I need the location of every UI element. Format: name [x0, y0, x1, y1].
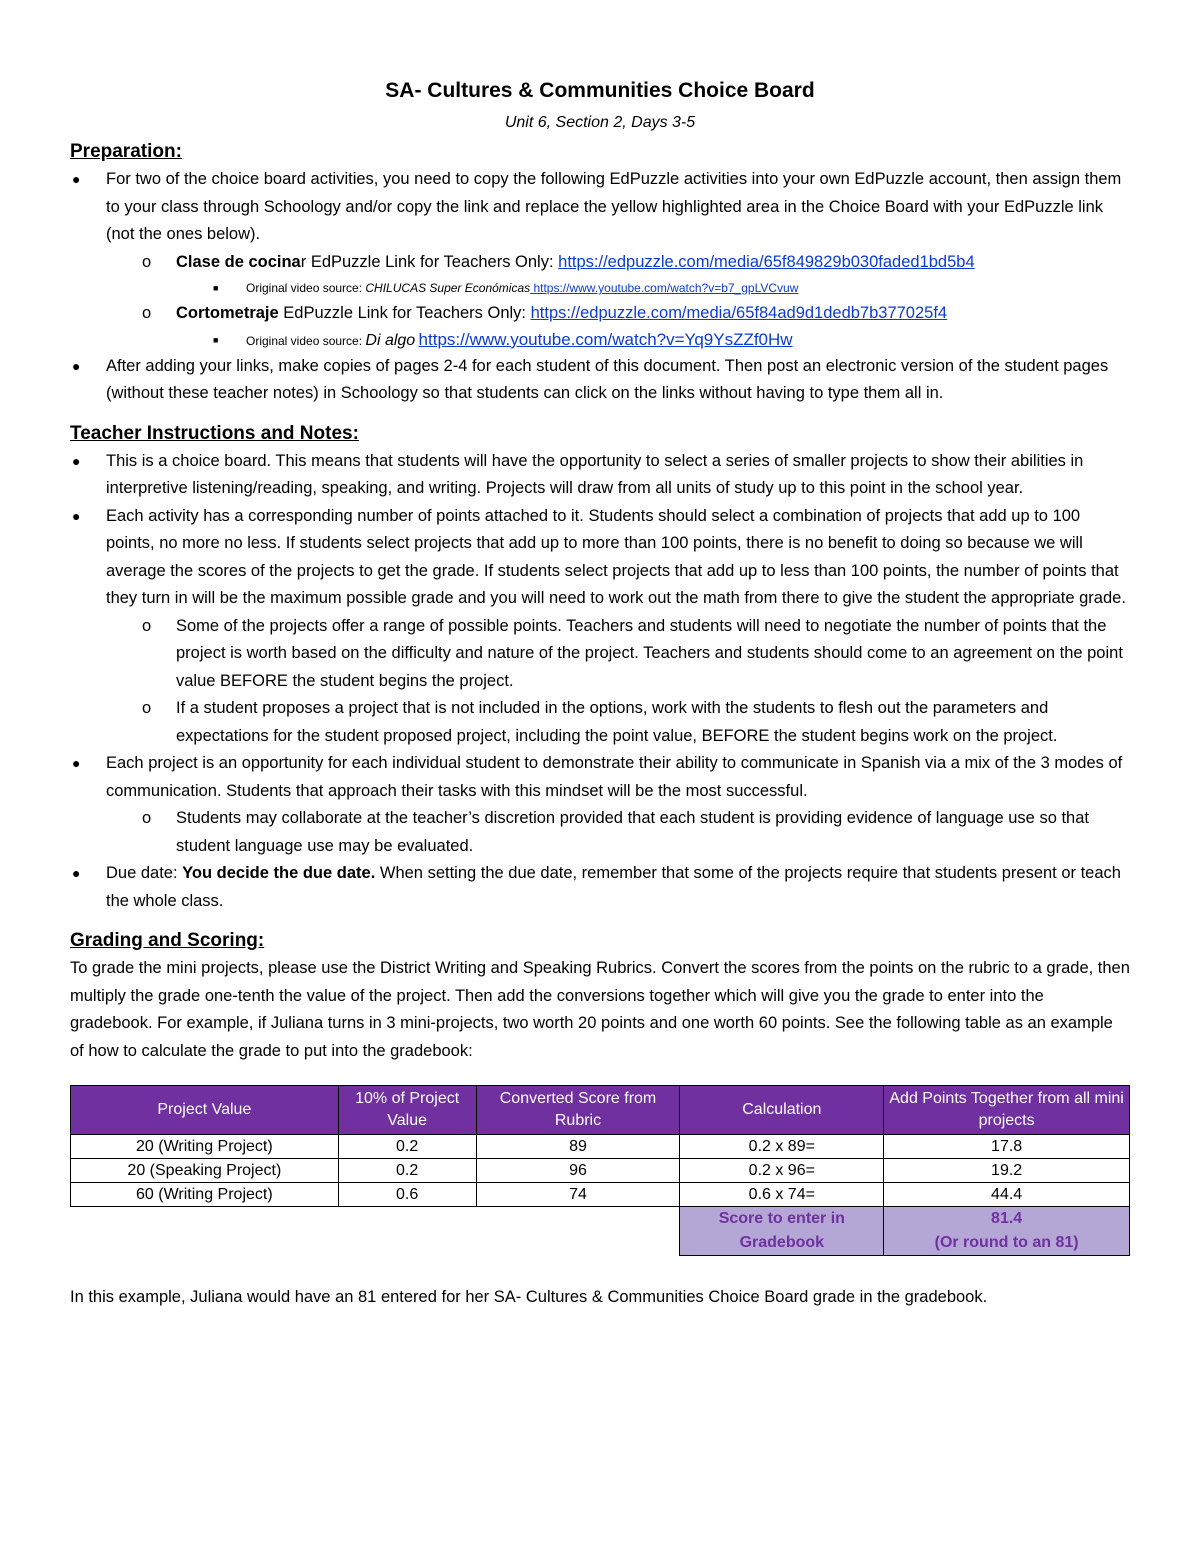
bullet-icon: ● [72, 357, 81, 374]
table-cell: 20 (Speaking Project) [71, 1159, 339, 1183]
table-cell: 19.2 [884, 1159, 1130, 1183]
table-cell: 20 (Writing Project) [71, 1135, 339, 1159]
list-item: ● Each project is an opportunity for each individual student to demonstrate their ability to communicate in Spanish via a mix of the 3 modes of communication. Students that approach their tasks with this mindset will be the most successful. [70, 750, 1130, 805]
document-title: SA- Cultures & Communities Choice Board [385, 79, 815, 102]
table-header-row [71, 1086, 1130, 1135]
table-cell: 0.2 x 89= [680, 1135, 884, 1159]
document-subtitle: Unit 6, Section 2, Days 3-5 [504, 114, 696, 131]
list-item: ● After adding your links, make copies of pages 2-4 for each student of this document. Then post an electronic version of the student pages (without these teacher notes) in Schoology so that students can click on the links without having to type them all in. [70, 353, 1130, 408]
list-item: o Students may collaborate at the teacher’s discretion provided that each student is providing evidence of language use so that student language use may be evaluated. [70, 805, 1130, 860]
table-cell: 0.2 [338, 1135, 476, 1159]
list-item: o If a student proposes a project that is not included in the options, work with the students to flesh out the parameters and expectations for the student proposed project, including the point value, BEFORE the student begins work on the project. [70, 695, 1130, 750]
table-cell: 44.4 [884, 1183, 1130, 1207]
table-cell: 89 [476, 1135, 680, 1159]
table-row [71, 1135, 1130, 1159]
closing-paragraph: In this example, Juliana would have an 81 entered for her SA- Cultures & Communities Choice Board grade in the gradebook. [70, 1288, 988, 1306]
teacher-instructions-heading: Teacher Instructions and Notes: [70, 422, 359, 444]
edpuzzle-link-cocina[interactable]: https://edpuzzle.com/media/65f849829b030faded1bd5b4 [558, 252, 975, 271]
bullet-icon: ● [72, 507, 81, 524]
circle-bullet-icon: o [142, 809, 152, 827]
grading-example-table [70, 1085, 1130, 1256]
score-label-cell: Score to enter in Gradebook [680, 1207, 884, 1256]
list-item: o Clase de cocinar EdPuzzle Link for Teachers Only: https://edpuzzle.com/media/65f849829b030faded1bd5b4 [70, 249, 1130, 277]
table-row [71, 1183, 1130, 1207]
list-item: ● Due date: You decide the due date. When setting the due date, remember that some of the projects require that students present or teach the whole class. [70, 860, 1130, 915]
table-cell: 60 (Writing Project) [71, 1183, 339, 1207]
table-cell: 96 [476, 1159, 680, 1183]
youtube-link-di-algo[interactable]: https://www.youtube.com/watch?v=Yq9YsZZf0Hw [418, 329, 793, 349]
circle-bullet-icon: o [142, 616, 152, 635]
square-bullet-icon: ■ [213, 334, 219, 345]
bullet-icon: ● [72, 452, 81, 469]
circle-bullet-icon: o [142, 304, 152, 322]
list-item: ■ Original video source: CHILUCAS Super Económicas https://www.youtube.com/watch?v=b7_gpLVCvuw [70, 276, 1130, 300]
document-page [70, 72, 1130, 1312]
instructions-list [70, 448, 1130, 916]
edpuzzle-link-cortometraje[interactable]: https://edpuzzle.com/media/65f84ad9d1dedb7b377025f4 [530, 304, 948, 322]
list-item: ● Each activity has a corresponding number of points attached to it. Students should select a combination of projects that add up to 100 points, no more no less. If students select projects that add up to more than 100 points, there is no benefit to doing so because we will average the scores of the projects to get the grade. If students select projects that add up to less than 100 points, the number of points that they turn in will be the maximum possible grade and you will need to work out the math from there to give the student the appropriate grade. [70, 503, 1130, 613]
table-cell: 0.2 x 96= [680, 1159, 884, 1183]
list-item: o Some of the projects offer a range of possible points. Teachers and students will need to negotiate the number of points that the project is worth based on the difficulty and nature of the project. Teachers and students should come to an agreement on the point value BEFORE the student begins the project. [70, 613, 1130, 696]
score-value-cell: 81.4 (Or round to an 81) [884, 1207, 1130, 1256]
table-header-cell: Converted Score from Rubric [476, 1086, 680, 1135]
preparation-list [70, 166, 1130, 408]
circle-bullet-icon: o [142, 252, 152, 271]
table-header-cell: 10% of Project Value [338, 1086, 476, 1135]
square-bullet-icon: ■ [213, 283, 219, 293]
preparation-heading: Preparation: [70, 141, 182, 162]
score-row [71, 1207, 1130, 1256]
grading-paragraph: To grade the mini projects, please use the District Writing and Speaking Rubrics. Convert the scores from the points on the rubric to a grade, then multiply the grade one-tenth the value of the project. Then add the conversions together which will give you the grade to enter into the gradebook. For example, if Juliana turns in 3 mini-projects, two worth 20 points and one worth 60 points. See the following table as an example of how to calculate the grade to put into the gradebook: [70, 959, 1130, 1060]
table-header-cell: Calculation [680, 1086, 884, 1135]
youtube-link-chilucas[interactable]: https://www.youtube.com/watch?v=b7_gpLVCvuw [530, 281, 799, 295]
table-cell: 17.8 [884, 1135, 1130, 1159]
table-row [71, 1159, 1130, 1183]
bullet-icon: ● [72, 171, 81, 187]
table-cell: 0.6 [338, 1183, 476, 1207]
list-item: ■ Original video source: Di algo https://www.youtube.com/watch?v=Yq9YsZZf0Hw [70, 328, 1130, 353]
grading-heading: Grading and Scoring: [70, 930, 265, 951]
table-cell: 0.2 [338, 1159, 476, 1183]
list-item: ● This is a choice board. This means that students will have the opportunity to select a series of smaller projects to show their abilities in interpretive listening/reading, speaking, and writing. Projects will draw from all units of study up to this point in the school year. [70, 448, 1130, 503]
table-header-cell: Add Points Together from all mini projects [884, 1086, 1130, 1135]
bullet-icon: ● [72, 865, 81, 881]
table-header-cell: Project Value [71, 1086, 339, 1135]
circle-bullet-icon: o [142, 699, 152, 717]
bullet-icon: ● [72, 755, 81, 771]
list-item: o Cortometraje EdPuzzle Link for Teachers Only: https://edpuzzle.com/media/65f84ad9d1dedb7b377025f4 [70, 300, 1130, 328]
table-cell: 0.6 x 74= [680, 1183, 884, 1207]
table-cell: 74 [476, 1183, 680, 1207]
list-item: ● For two of the choice board activities, you need to copy the following EdPuzzle activities into your own EdPuzzle account, then assign them to your class through Schoology and/or copy the link and replace the yellow highlighted area in the Choice Board with your EdPuzzle link (not the ones below). [70, 166, 1130, 249]
